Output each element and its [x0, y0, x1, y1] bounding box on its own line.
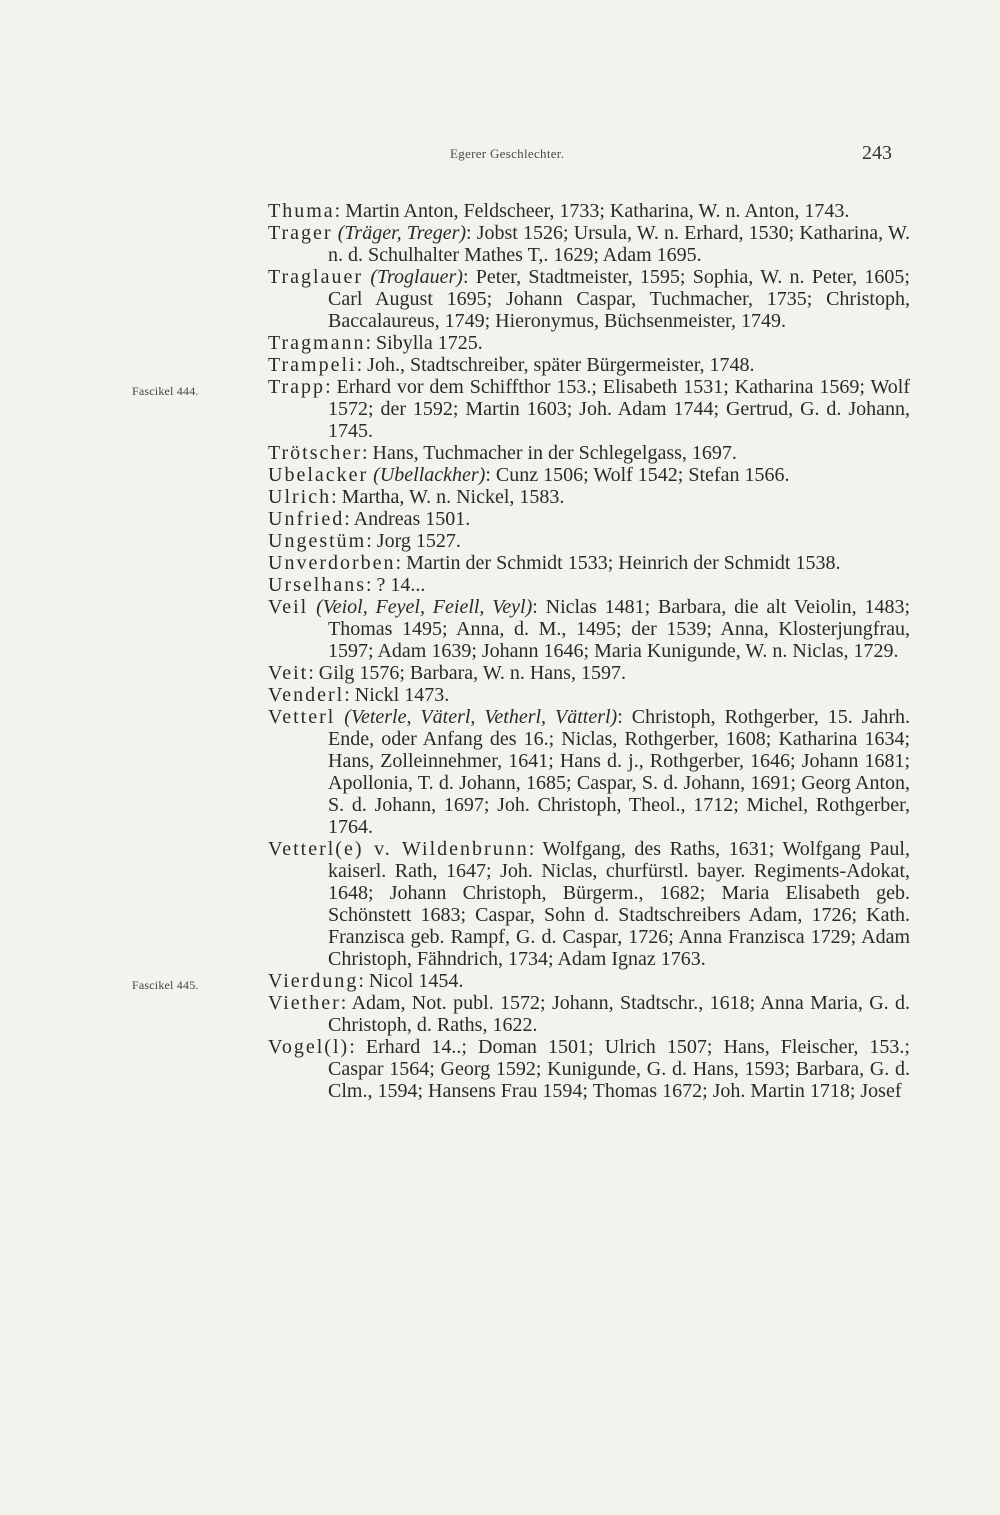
family-name: Vetterl — [268, 706, 336, 728]
family-name: Vetterl(e) v. Wildenbrunn — [268, 838, 529, 860]
entry-text: Erhard 14..; Doman 1501; Ulrich 1507; Hans, Fleischer, 153.; Caspar 1564; Georg 1592; Kunigunde, G. d. Hans, 1593; Barbara, G. d. Clm., 1594; Hansens Frau 1594; Thomas 1672; Joh. Martin 1718; Josef — [328, 1036, 910, 1102]
register-entries — [132, 200, 911, 1102]
separator: : — [331, 486, 337, 508]
entry-text: Nickl 1473. — [349, 684, 450, 706]
family-name: Venderl — [268, 684, 345, 706]
family-name: Veil — [268, 596, 309, 618]
family-name: Vierdung — [268, 970, 359, 992]
family-name: Urselhans — [268, 574, 366, 596]
entry-text: Gilg 1576; Barbara, W. n. Hans, 1597. — [313, 662, 626, 684]
register-entry — [268, 354, 910, 376]
page-header — [0, 142, 1000, 172]
entry-text: Wolfgang, des Raths, 1631; Wolfgang Paul, kaiserl. Rath, 1647; Joh. Niclas, churfürstl. bayer. Regiments-Adokat, 1648; Johann Christoph, Bürgerm., 1682; Maria Elisabeth geb. Schönstett 1683; Caspar, Sohn d. Stadtschreibers Adam, 1726; Kath. Franzisca geb. Rampf, G. d. Caspar, 1726; Anna Franzisca 1729; Adam Christoph, Fähndrich, 1734; Adam Ignaz 1763. — [328, 838, 910, 970]
separator: : — [344, 684, 350, 706]
entry-text: Sibylla 1725. — [371, 332, 483, 354]
name-variants: (Veterle, Väterl, Vetherl, Vätterl) — [344, 706, 618, 728]
register-entry — [268, 992, 910, 1036]
separator: : — [528, 838, 535, 860]
register-entry — [132, 970, 910, 992]
family-name: Unfried — [268, 508, 345, 530]
register-entry — [268, 222, 910, 266]
name-variants: (Troglauer) — [370, 266, 463, 288]
margin-note: Fascikel 445. — [132, 978, 199, 992]
separator: : — [617, 706, 623, 728]
separator: : — [395, 552, 402, 574]
register-entry — [132, 376, 910, 442]
family-name: Vogel(l) — [268, 1036, 350, 1058]
separator: : — [349, 1036, 355, 1058]
separator: : — [485, 464, 491, 486]
register-entry — [268, 530, 910, 552]
entry-text: Niclas 1481; Barbara, die alt Veiolin, 1483; Thomas 1495; Anna, d. M., 1495; der 1539; Anna, Klosterjungfrau, 1597; Adam 1639; Johann 1646; Maria Kunigunde, W. n. Niclas, 1729. — [328, 596, 911, 662]
register-entry — [268, 706, 910, 838]
entry-text: Nicol 1454. — [363, 970, 464, 992]
entry-text: Martha, W. n. Nickel, 1583. — [336, 486, 565, 508]
separator: : — [532, 596, 538, 618]
separator: : — [462, 266, 469, 288]
family-name: Trampeli — [268, 354, 357, 376]
register-entry — [268, 574, 910, 596]
entry-text: Adam, Not. publ. 1572; Johann, Stadtschr., 1618; Anna Maria, G. d. Christoph, d. Raths, 1622. — [328, 992, 910, 1036]
family-name: Trötscher — [268, 442, 362, 464]
family-name: Trapp — [268, 376, 326, 398]
separator: : — [344, 508, 350, 530]
entry-text: Martin der Schmidt 1533; Heinrich der Schmidt 1538. — [401, 552, 841, 574]
register-entry — [268, 332, 910, 354]
register-entry — [268, 662, 910, 684]
separator: : — [308, 662, 314, 684]
register-entry — [268, 1036, 910, 1102]
separator: : — [358, 970, 364, 992]
name-variants: (Veiol, Feyel, Feiell, Veyl) — [316, 596, 533, 618]
separator: : — [466, 222, 472, 244]
family-name: Trager — [268, 222, 333, 244]
register-entry — [268, 552, 910, 574]
family-name: Traglauer — [268, 266, 364, 288]
register-entry — [268, 596, 910, 662]
entry-text: Hans, Tuchmacher in der Schlegelgass, 1697. — [367, 442, 737, 464]
entry-text: Cunz 1506; Wolf 1542; Stefan 1566. — [490, 464, 790, 486]
entry-text: Joh., Stadtschreiber, später Bürgermeister, 1748. — [362, 354, 755, 376]
register-entry — [268, 684, 910, 706]
page-number: 243 — [862, 142, 892, 164]
name-variants: (Träger, Treger) — [337, 222, 467, 244]
register-entry — [268, 442, 910, 464]
entry-text: Martin Anton, Feldscheer, 1733; Katharina, W. n. Anton, 1743. — [340, 200, 850, 222]
entry-text: Andreas 1501. — [349, 508, 471, 530]
running-title: Egerer Geschlechter. — [450, 146, 565, 161]
separator: : — [325, 376, 331, 398]
register-entry — [268, 508, 910, 530]
register-entry — [268, 266, 910, 332]
family-name: Thuma — [268, 200, 335, 222]
register-entry — [268, 200, 910, 222]
family-name: Veit — [268, 662, 309, 684]
name-variants: (Ubellackher) — [373, 464, 486, 486]
family-name: Viether — [268, 992, 341, 1014]
margin-note: Fascikel 444. — [132, 384, 199, 398]
entry-text: Jobst 1526; Ursula, W. n. Erhard, 1530; Katharina, W. n. d. Schulhalter Mathes T,. 1629; Adam 1695. — [328, 222, 911, 266]
register-entry — [268, 464, 910, 486]
register-entry — [268, 486, 910, 508]
entry-text: Erhard vor dem Schiffthor 153.; Elisabeth 1531; Katharina 1569; Wolf 1572; der 1592; Martin 1603; Joh. Adam 1744; Gertrud, G. d. Johann, 1745. — [328, 376, 910, 442]
family-name: Ulrich — [268, 486, 332, 508]
entry-text: Peter, Stadtmeister, 1595; Sophia, W. n. Peter, 1605; Carl August 1695; Johann Caspar, Tuchmacher, 1735; Christoph, Baccalaureus, 1749; Hieronymus, Büchsenmeister, 1749. — [328, 266, 910, 332]
family-name: Ungestüm — [268, 530, 367, 552]
separator: : — [356, 354, 363, 376]
separator: : — [334, 200, 341, 222]
entry-text: ? 14... — [371, 574, 426, 596]
entry-text: Jorg 1527. — [371, 530, 461, 552]
separator: : — [365, 574, 372, 596]
separator: : — [366, 530, 372, 552]
entry-text: Christoph, Rothgerber, 15. Jahrh. Ende, oder Anfang des 16.; Niclas, Rothgerber, 1608; Katharina 1634; Hans, Zolleinnehmer, 1641; Hans d. j., Rothgerber, 1646; Johann 1681; Apollonia, T. d. Johann, 1685; Caspar, S. d. Johann, 1691; Georg Anton, S. d. Johann, 1697; Joh. Christoph, Theol., 1712; Michel, Rothgerber, 1764. — [328, 706, 910, 838]
register-entry — [268, 838, 910, 970]
family-name: Unverdorben — [268, 552, 396, 574]
family-name: Ubelacker — [268, 464, 369, 486]
separator: : — [340, 992, 347, 1014]
separator: : — [361, 442, 368, 464]
separator: : — [365, 332, 372, 354]
family-name: Tragmann — [268, 332, 366, 354]
